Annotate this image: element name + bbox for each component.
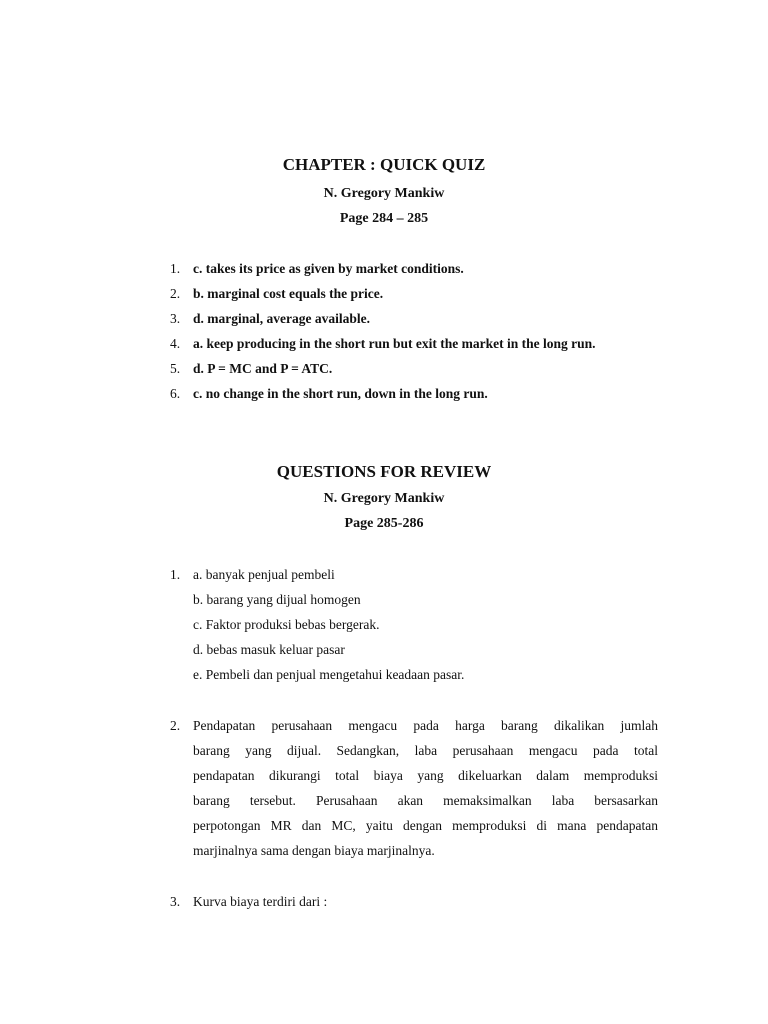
paragraph-line: marjinalnya sama dengan biaya marjinalnya. [193,843,435,858]
quiz-answer-text: d. marginal, average available. [193,311,370,326]
quiz-answer-number: 3. [170,311,181,326]
quick-quiz-author: N. Gregory Mankiw [323,186,445,201]
quiz-answer-1 [170,261,730,277]
review-pages: Page 285-286 [344,516,424,531]
review-title: QUESTIONS FOR REVIEW [276,462,492,481]
quiz-answer-text: c. takes its price as given by market conditions. [193,261,464,276]
review-q1-item-e: e. Pembeli dan penjual mengetahui keadaan pasar. [193,667,465,682]
paragraph-line: pendapatan dikurangi total biaya yang dikeluarkan dalam memproduksi [193,768,658,783]
quiz-answer-text: b. marginal cost equals the price. [193,286,384,301]
quick-quiz-title: CHAPTER : QUICK QUIZ [282,155,486,174]
review-q1-number: 1. [170,567,181,582]
review-q1-item-d: d. bebas masuk keluar pasar [193,642,345,657]
quiz-answer-number: 5. [170,361,181,376]
quiz-answer-text: c. no change in the short run, down in the long run. [193,386,488,401]
paragraph-line: perpotongan MR dan MC, yaitu dengan memproduksi di mana pendapatan [193,818,658,833]
quiz-answer-number: 4. [170,336,181,351]
quiz-answer-2 [170,286,730,302]
paragraph-line: barang tersebut. Perusahaan akan memaksimalkan laba bersasarkan [193,793,658,808]
paragraph-line: barang yang dijual. Sedangkan, laba perusahaan mengacu pada total [193,743,658,758]
quiz-answer-6 [170,386,730,402]
paragraph-line: Pendapatan perusahaan mengacu pada harga barang dikalikan jumlah [193,718,658,733]
quiz-answer-3 [170,311,730,327]
review-q1-item-c: c. Faktor produksi bebas bergerak. [193,617,380,632]
review-q1-item-a: a. banyak penjual pembeli [193,567,335,582]
review-q1-item-b: b. barang yang dijual homogen [193,592,361,607]
quiz-answer-number: 6. [170,386,181,401]
quick-quiz-pages: Page 284 – 285 [339,211,429,226]
quiz-answer-text: d. P = MC and P = ATC. [193,361,333,376]
quiz-answer-text: a. keep producing in the short run but exit the market in the long run. [193,336,596,351]
quiz-answer-4 [170,336,730,352]
quiz-answer-number: 1. [170,261,181,276]
review-author: N. Gregory Mankiw [323,491,445,506]
review-q3-number: 3. [170,894,181,909]
review-q3-text: Kurva biaya terdiri dari : [193,894,328,909]
quiz-answer-number: 2. [170,286,181,301]
quiz-answer-5 [170,361,730,377]
review-q2-number: 2. [170,718,181,733]
